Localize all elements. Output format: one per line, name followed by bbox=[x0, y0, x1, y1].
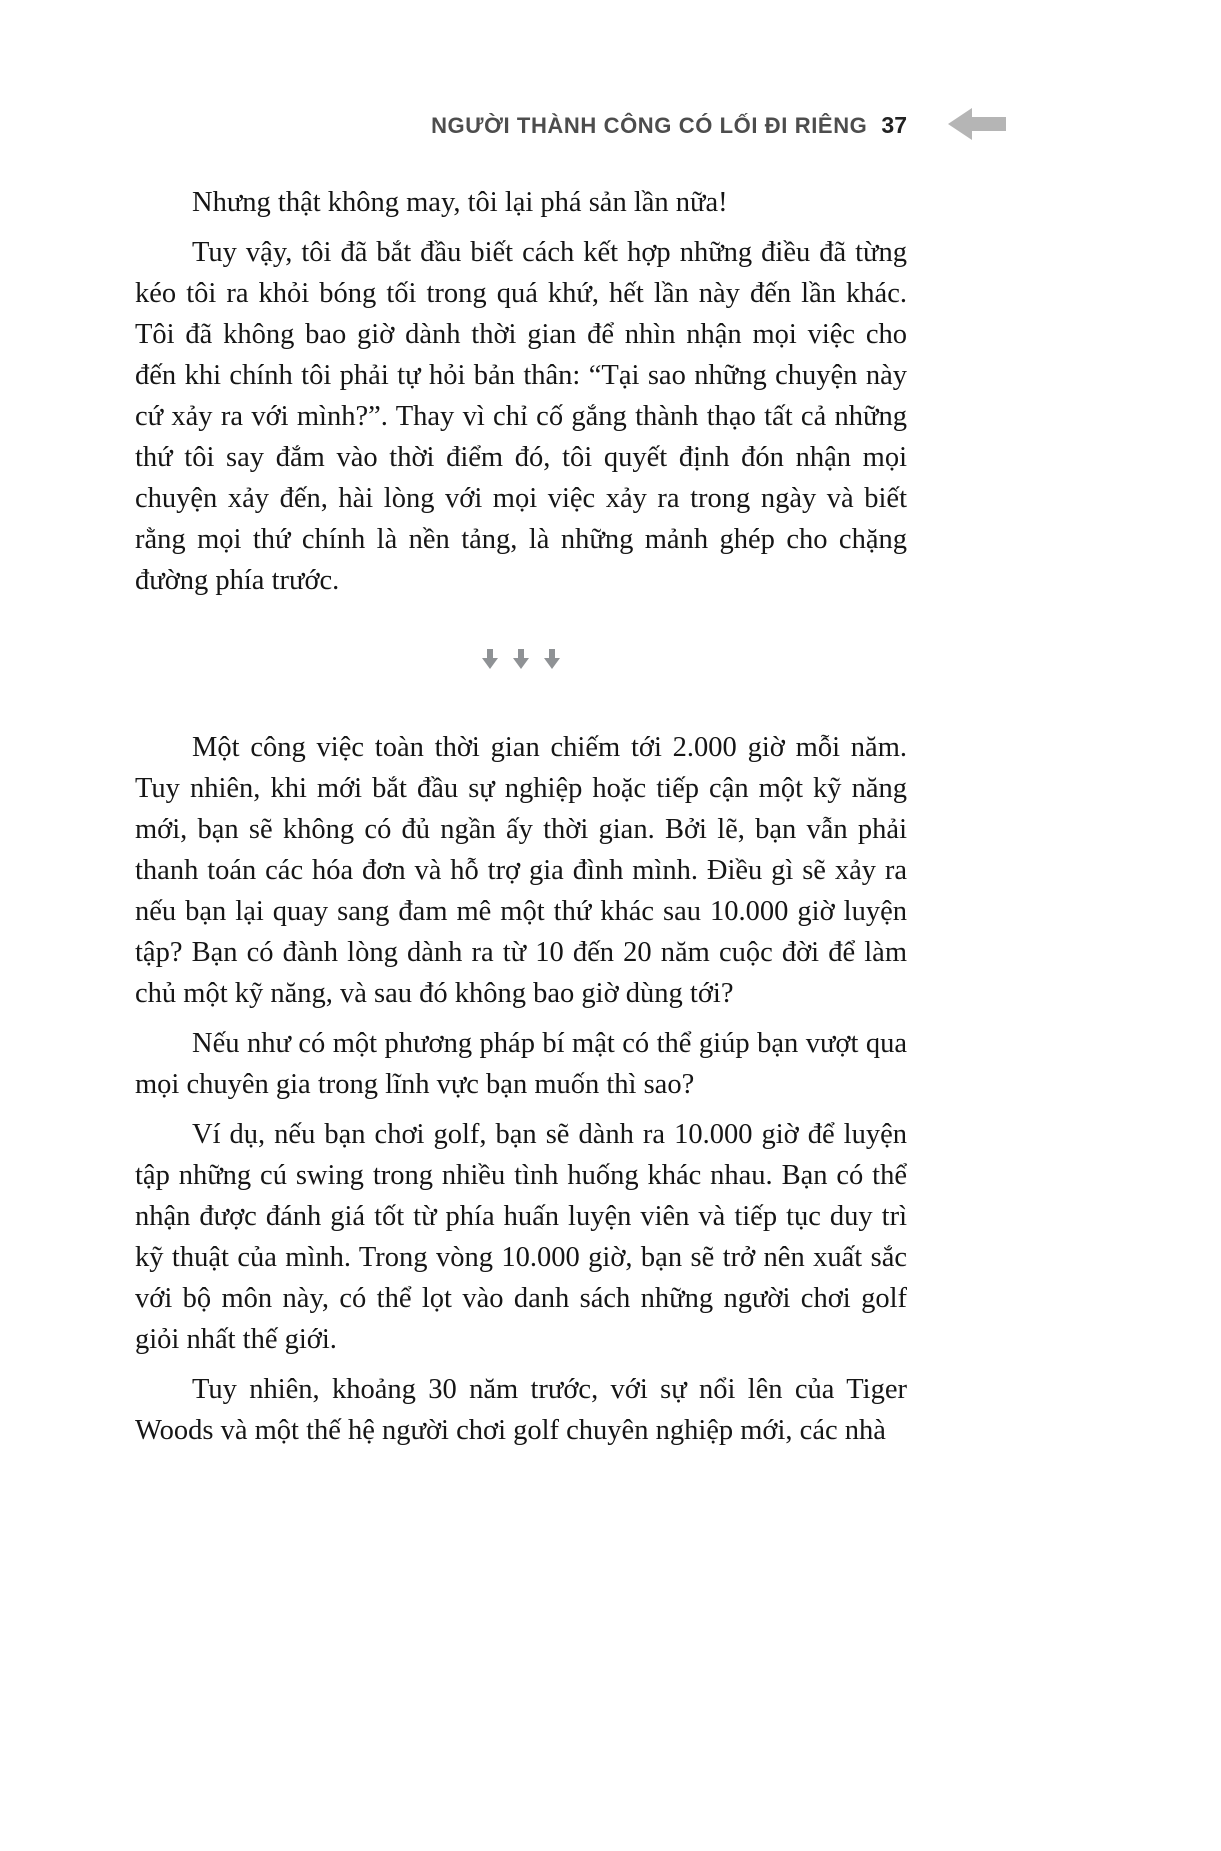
down-arrow-icon bbox=[482, 649, 498, 669]
paragraph: Một công việc toàn thời gian chiếm tới 2.000 giờ mỗi năm. Tuy nhiên, khi mới bắt đầu sự nghiệp hoặc tiếp cận một kỹ năng mới, bạn sẽ không có đủ ngần ấy thời gian. Bởi lẽ, bạn vẫn phải thanh toán các hóa đơn và hỗ trợ gia đình mình. Điều gì sẽ xảy ra nếu bạn lại quay sang đam mê một thứ khác sau 10.000 giờ luyện tập? Bạn có đành lòng dành ra từ 10 đến 20 năm cuộc đời để làm chủ một kỹ năng, và sau đó không bao giờ dùng tới? bbox=[135, 732, 907, 1009]
down-arrow-icon bbox=[544, 649, 560, 669]
paragraph: Tuy nhiên, khoảng 30 năm trước, với sự nổi lên của Tiger Woods và một thế hệ người chơi golf chuyên nghiệp mới, các nhà bbox=[135, 1374, 907, 1446]
header-left-arrow-icon bbox=[948, 108, 1006, 140]
down-arrow-icon bbox=[513, 649, 529, 669]
section-divider bbox=[135, 649, 907, 669]
paragraph: Nếu như có một phương pháp bí mật có thể giúp bạn vượt qua mọi chuyên gia trong lĩnh vực bạn muốn thì sao? bbox=[135, 1028, 907, 1100]
paragraph: Ví dụ, nếu bạn chơi golf, bạn sẽ dành ra 10.000 giờ để luyện tập những cú swing trong nhiều tình huống khác nhau. Bạn có thể nhận được đánh giá tốt từ phía huấn luyện viên và tiếp tục duy trì kỹ thuật của mình. Trong vòng 10.000 giờ, bạn sẽ trở nên xuất sắc với bộ môn này, có thể lọt vào danh sách những người chơi golf giỏi nhất thế giới. bbox=[135, 1119, 907, 1355]
page-number: 37 bbox=[881, 112, 907, 138]
paragraph: Nhưng thật không may, tôi lại phá sản lần nữa! bbox=[192, 187, 728, 218]
book-title: NGƯỜI THÀNH CÔNG CÓ LỐI ĐI RIÊNG bbox=[431, 113, 868, 138]
paragraph: Tuy vậy, tôi đã bắt đầu biết cách kết hợp những điều đã từng kéo tôi ra khỏi bóng tối trong quá khứ, hết lần này đến lần khác. Tôi đã không bao giờ dành thời gian để nhìn nhận mọi việc cho đến khi chính tôi phải tự hỏi bản thân: “Tại sao những chuyện này cứ xảy ra với mình?”. Thay vì chỉ cố gắng thành thạo tất cả những thứ tôi say đắm vào thời điểm đó, tôi quyết định đón nhận mọi chuyện xảy đến, hài lòng với mọi việc xảy ra trong ngày và biết rằng mọi thứ chính là nền tảng, là những mảnh ghép cho chặng đường phía trước. bbox=[135, 237, 907, 596]
running-header bbox=[135, 112, 907, 139]
body-text bbox=[135, 182, 907, 1460]
